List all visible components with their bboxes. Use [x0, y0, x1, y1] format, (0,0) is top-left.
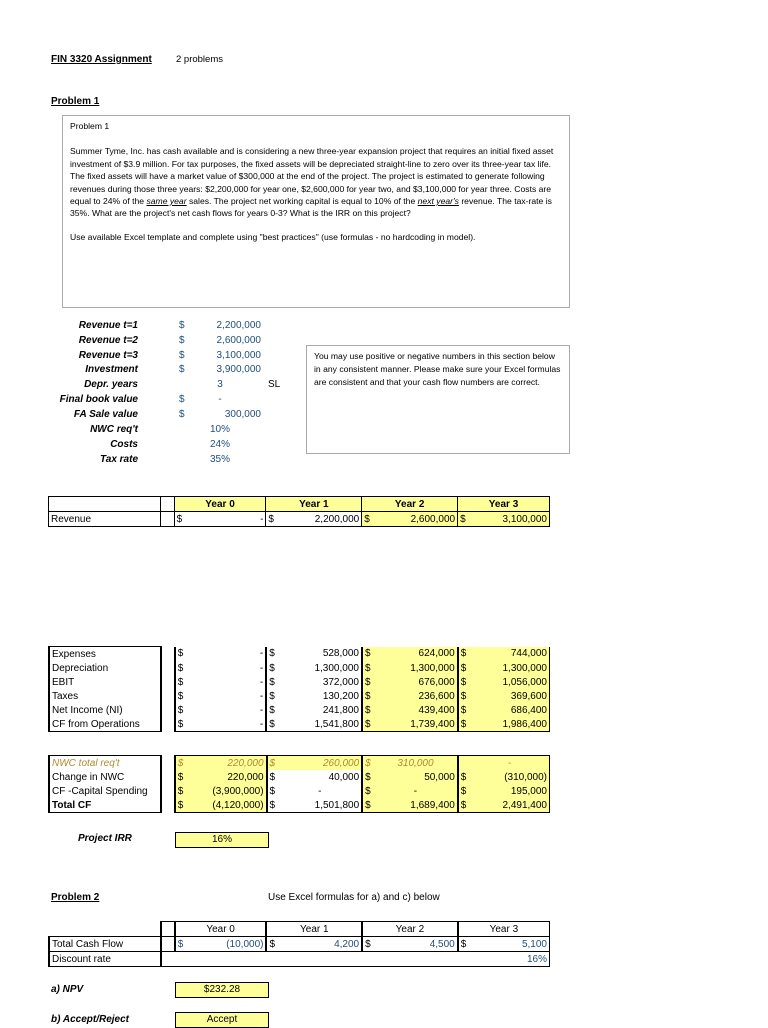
table-row: Taxes $ - $ 130,200 $ 236,600 $ 369,600 — [49, 689, 550, 703]
input-row: FA Sale value $ 300,000 — [73, 409, 261, 420]
table-row: Discount rate 16% — [49, 952, 550, 967]
problem1-box-instruction: Use available Excel template and complete using "best practices" (use formulas - no hardcoding in model). — [70, 231, 476, 242]
accept-reject-label: b) Accept/Reject — [51, 1014, 129, 1025]
input-row: Costs 24% — [110, 439, 230, 450]
revenue-table: Year 0 Year 1 Year 2 Year 3 Revenue $ - $ 2,200,000 $ 2,600,000 $ 3,100,000 — [48, 496, 550, 527]
table-row: CF -Capital Spending $ (3,900,000) $ - $ - $ 195,000 — [49, 784, 550, 798]
project-irr-label: Project IRR — [78, 833, 132, 844]
problem1-box-body: Summer Tyme, Inc. has cash available and is considering a new three-year expansion project that requires an initial fixed asset investment of $3.9 million. For tax purposes, the fixed assets will be depreciated straight-line to zero over its three-year tax life. The fixed assets will have a market value of $300,000 at the end of the project. The project is estimated to generate following revenues during those three years: $2,200,000 for year one, $2,600,000 for year two, and $3,100,000 for year three. Costs are equal to 24% of the same year sales. The project net working capital is equal to 10% of the next year's revenue. The tax-rate is 35%. What are the project's net cash flows for years 0-3? What is the IRR on this project? — [70, 146, 554, 219]
net-cf-table — [48, 755, 550, 813]
table-row: Expenses $ - $ 528,000 $ 624,000 $ 744,000 — [49, 647, 550, 662]
npv-label: a) NPV — [51, 984, 84, 995]
operating-cf-table — [48, 646, 550, 732]
discount-rate-value: 16% — [175, 952, 550, 967]
year-header: Year 3 — [458, 922, 550, 937]
assignment-title: FIN 3320 Assignment — [51, 54, 152, 65]
table-row: Depreciation $ - $ 1,300,000 $ 1,300,000 $ 1,300,000 — [49, 661, 550, 675]
input-row: Revenue t=1 $ 2,200,000 — [78, 320, 261, 331]
input-row: Investment $ 3,900,000 — [85, 364, 261, 375]
accept-reject-value: Accept — [175, 1012, 269, 1028]
table-cell: 2,200,000 — [278, 512, 362, 527]
year-header: Year 3 — [458, 497, 550, 512]
input-row: Tax rate 35% — [100, 454, 230, 465]
input-row: NWC req't 10% — [90, 424, 230, 435]
table-row: Change in NWC $ 220,000 $ 40,000 $ 50,000 $ (310,000) — [49, 770, 550, 784]
problem2-heading: Problem 2 — [51, 892, 100, 903]
table-cell: 3,100,000 — [470, 512, 550, 527]
problem1-heading: Problem 1 — [51, 96, 100, 107]
npv-value: $232.28 — [175, 982, 269, 998]
year-header: Year 2 — [362, 497, 458, 512]
table-cell: 2,600,000 — [374, 512, 458, 527]
year-header: Year 0 — [175, 922, 267, 937]
input-row: Revenue t=2 $ 2,600,000 — [78, 335, 261, 346]
year-header: Year 1 — [266, 922, 362, 937]
problem2-instruction: Use Excel formulas for a) and c) below — [268, 892, 440, 903]
instructions-note-box: You may use positive or negative numbers in this section below in any consistent manner. Please make sure your Excel formulas are consistent and that your cash flow numbers are correct. — [306, 345, 570, 454]
year-header: Year 0 — [174, 497, 266, 512]
project-irr-value: 16% — [175, 832, 269, 848]
year-header: Year 2 — [362, 922, 458, 937]
problem1-box-title: Problem 1 — [70, 121, 110, 131]
input-row: Final book value $ - — [59, 394, 222, 405]
table-row: Total Cash Flow $ (10,000) $ 4,200 $ 4,500 $ 5,100 — [49, 937, 550, 952]
inputs-section — [0, 320, 300, 470]
table-row: Net Income (NI) $ - $ 241,800 $ 439,400 $ 686,400 — [49, 703, 550, 717]
table-row: Total CF $ (4,120,000) $ 1,501,800 $ 1,689,400 $ 2,491,400 — [49, 798, 550, 813]
table-row: EBIT $ - $ 372,000 $ 676,000 $ 1,056,000 — [49, 675, 550, 689]
input-row: Depr. years 3 SL — [84, 379, 281, 390]
row-label-revenue: Revenue — [49, 512, 161, 527]
table-row: CF from Operations $ - $ 1,541,800 $ 1,739,400 $ 1,986,400 — [49, 717, 550, 732]
input-row: Revenue t=3 $ 3,100,000 — [78, 350, 261, 361]
year-header: Year 1 — [266, 497, 362, 512]
problem1-description-box — [62, 115, 570, 308]
table-cell: - — [186, 512, 266, 527]
assignment-subtitle: 2 problems — [176, 54, 223, 65]
table-row: NWC total req't $ 220,000 $ 260,000 $ 310,000 - — [49, 756, 550, 771]
problem2-table — [48, 921, 550, 967]
